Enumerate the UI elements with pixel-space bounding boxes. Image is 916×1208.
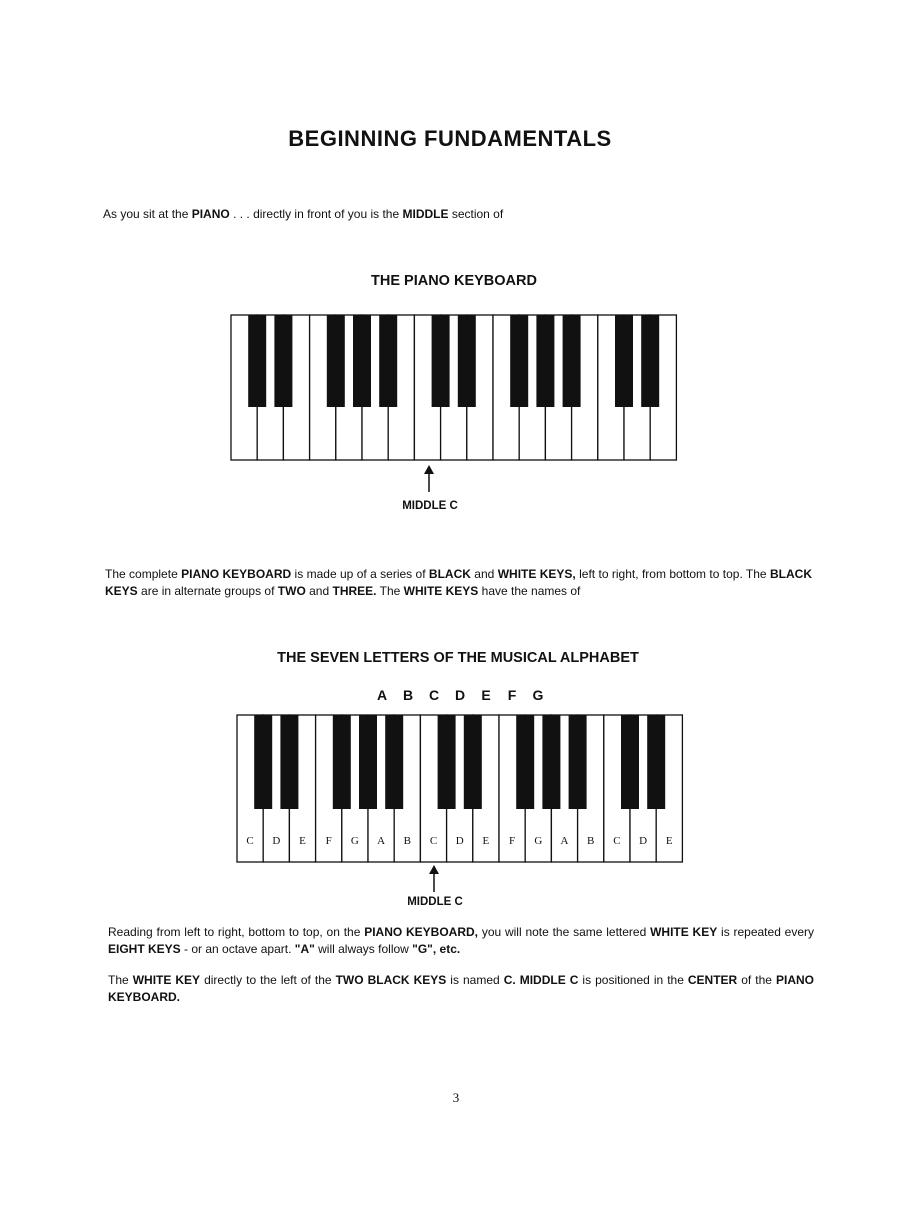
black-key [353,315,371,407]
black-key [359,715,377,809]
key-label: D [639,835,648,847]
alphabet-letter: E [481,687,491,703]
black-key [647,715,665,809]
para-bold: "G", etc. [412,941,461,956]
para-text: left to right, from bottom to top. The [575,567,770,581]
black-key [280,715,298,809]
black-key [379,315,397,407]
para-text: is positioned in the [578,973,688,987]
black-key [641,315,659,407]
para-text: of the [737,973,776,987]
middle-c-label: MIDDLE C [407,896,463,908]
para-text: and [470,567,498,581]
para-text: The [108,973,133,987]
middle-c-arrow-icon [423,465,435,493]
key-label: G [534,835,543,847]
para-text: The complete [105,567,182,581]
para-text: directly to the left of the [200,973,336,987]
para-bold: WHITE KEYS [403,583,479,598]
key-label: F [509,835,516,847]
key-label: C [429,835,438,847]
piano-keyboard-2 [236,714,683,863]
black-key [542,715,560,809]
page-title: BEGINNING FUNDAMENTALS [288,126,612,151]
piano-keyboard-2-svg [236,714,683,863]
intro-text: . . . directly in front of you is the [229,207,403,221]
musical-alphabet [369,687,551,703]
para-text: are in alternate groups of [137,583,278,598]
para-bold: BLACK KEYS [105,567,812,598]
key-label: E [299,835,306,847]
alphabet-letter: F [507,687,517,703]
black-key [438,715,456,809]
para-bold: PIANO KEYBOARD. [108,973,814,1004]
para-text: will always follow [314,941,413,956]
black-key [563,315,581,407]
piano-keyboard-1 [230,314,677,461]
black-key [385,715,403,809]
key-label: B [587,835,595,847]
para-bold: THREE. [332,583,377,598]
intro-text: As you sit at the [103,207,192,221]
alphabet-letter: D [454,687,466,703]
alphabet-letter: G [532,687,544,703]
key-label: A [560,835,569,847]
key-label: E [665,835,673,847]
black-key [510,315,528,407]
intro-bold: MIDDLE [402,207,449,221]
key-label: D [272,835,281,847]
para-bold: WHITE KEYS, [497,567,576,581]
para-text: is named [446,973,504,987]
black-key [274,315,292,407]
black-key [254,715,272,809]
key-label: D [455,835,464,847]
key-label: B [403,835,411,847]
keyboard-description-paragraph [105,566,812,599]
para-text: is repeated every [717,925,815,939]
black-key [569,715,587,809]
para-bold: "A" [294,941,315,956]
black-key [615,315,633,407]
para-text: and [305,583,333,598]
black-key [432,315,450,407]
middle-c-paragraph [108,972,814,1005]
key-label: C [613,835,621,847]
para-bold: PIANO KEYBOARD [181,567,292,581]
para-text: The [376,583,404,598]
keyboard1-heading: THE PIANO KEYBOARD [371,273,537,289]
para-bold: EIGHT KEYS [108,941,181,956]
key-label: C [246,835,254,847]
keyboard2-heading: THE SEVEN LETTERS OF THE MUSICAL ALPHABET [277,650,639,666]
black-key [248,315,266,407]
para-text: have the names of [478,583,581,598]
intro-bold: PIANO [191,207,230,221]
black-key [333,715,351,809]
para-bold: WHITE KEY [132,973,201,987]
intro-text: section of [448,207,504,221]
alphabet-letter: C [428,687,440,703]
octave-paragraph [108,924,814,957]
para-bold: PIANO KEYBOARD, [364,925,479,939]
para-bold: WHITE KEY [650,925,718,939]
middle-c-label: MIDDLE C [402,500,458,512]
middle-c-arrow-icon [428,865,440,893]
page-number: 3 [452,1090,460,1105]
para-text: is made up of a series of [291,567,429,581]
black-key [536,315,554,407]
alphabet-letter: A [376,687,388,703]
piano-keyboard-1-svg [230,314,677,461]
para-text: you will note the same lettered [478,925,651,939]
key-label: F [325,835,332,847]
black-key [621,715,639,809]
para-bold: BLACK [428,567,471,581]
alphabet-letter: B [402,687,414,703]
black-key [464,715,482,809]
para-text: - or an octave apart. [180,941,295,956]
black-key [327,315,345,407]
para-bold: TWO [277,583,306,598]
para-bold: C. MIDDLE C [503,973,579,987]
key-label: E [482,835,490,847]
key-label: G [350,835,359,847]
para-bold: TWO BLACK KEYS [335,973,447,987]
black-key [458,315,476,407]
key-label: A [377,835,386,847]
intro-paragraph [103,206,803,223]
black-key [516,715,534,809]
para-text: Reading from left to right, bottom to top, on the [108,925,365,939]
para-bold: CENTER [687,973,738,987]
